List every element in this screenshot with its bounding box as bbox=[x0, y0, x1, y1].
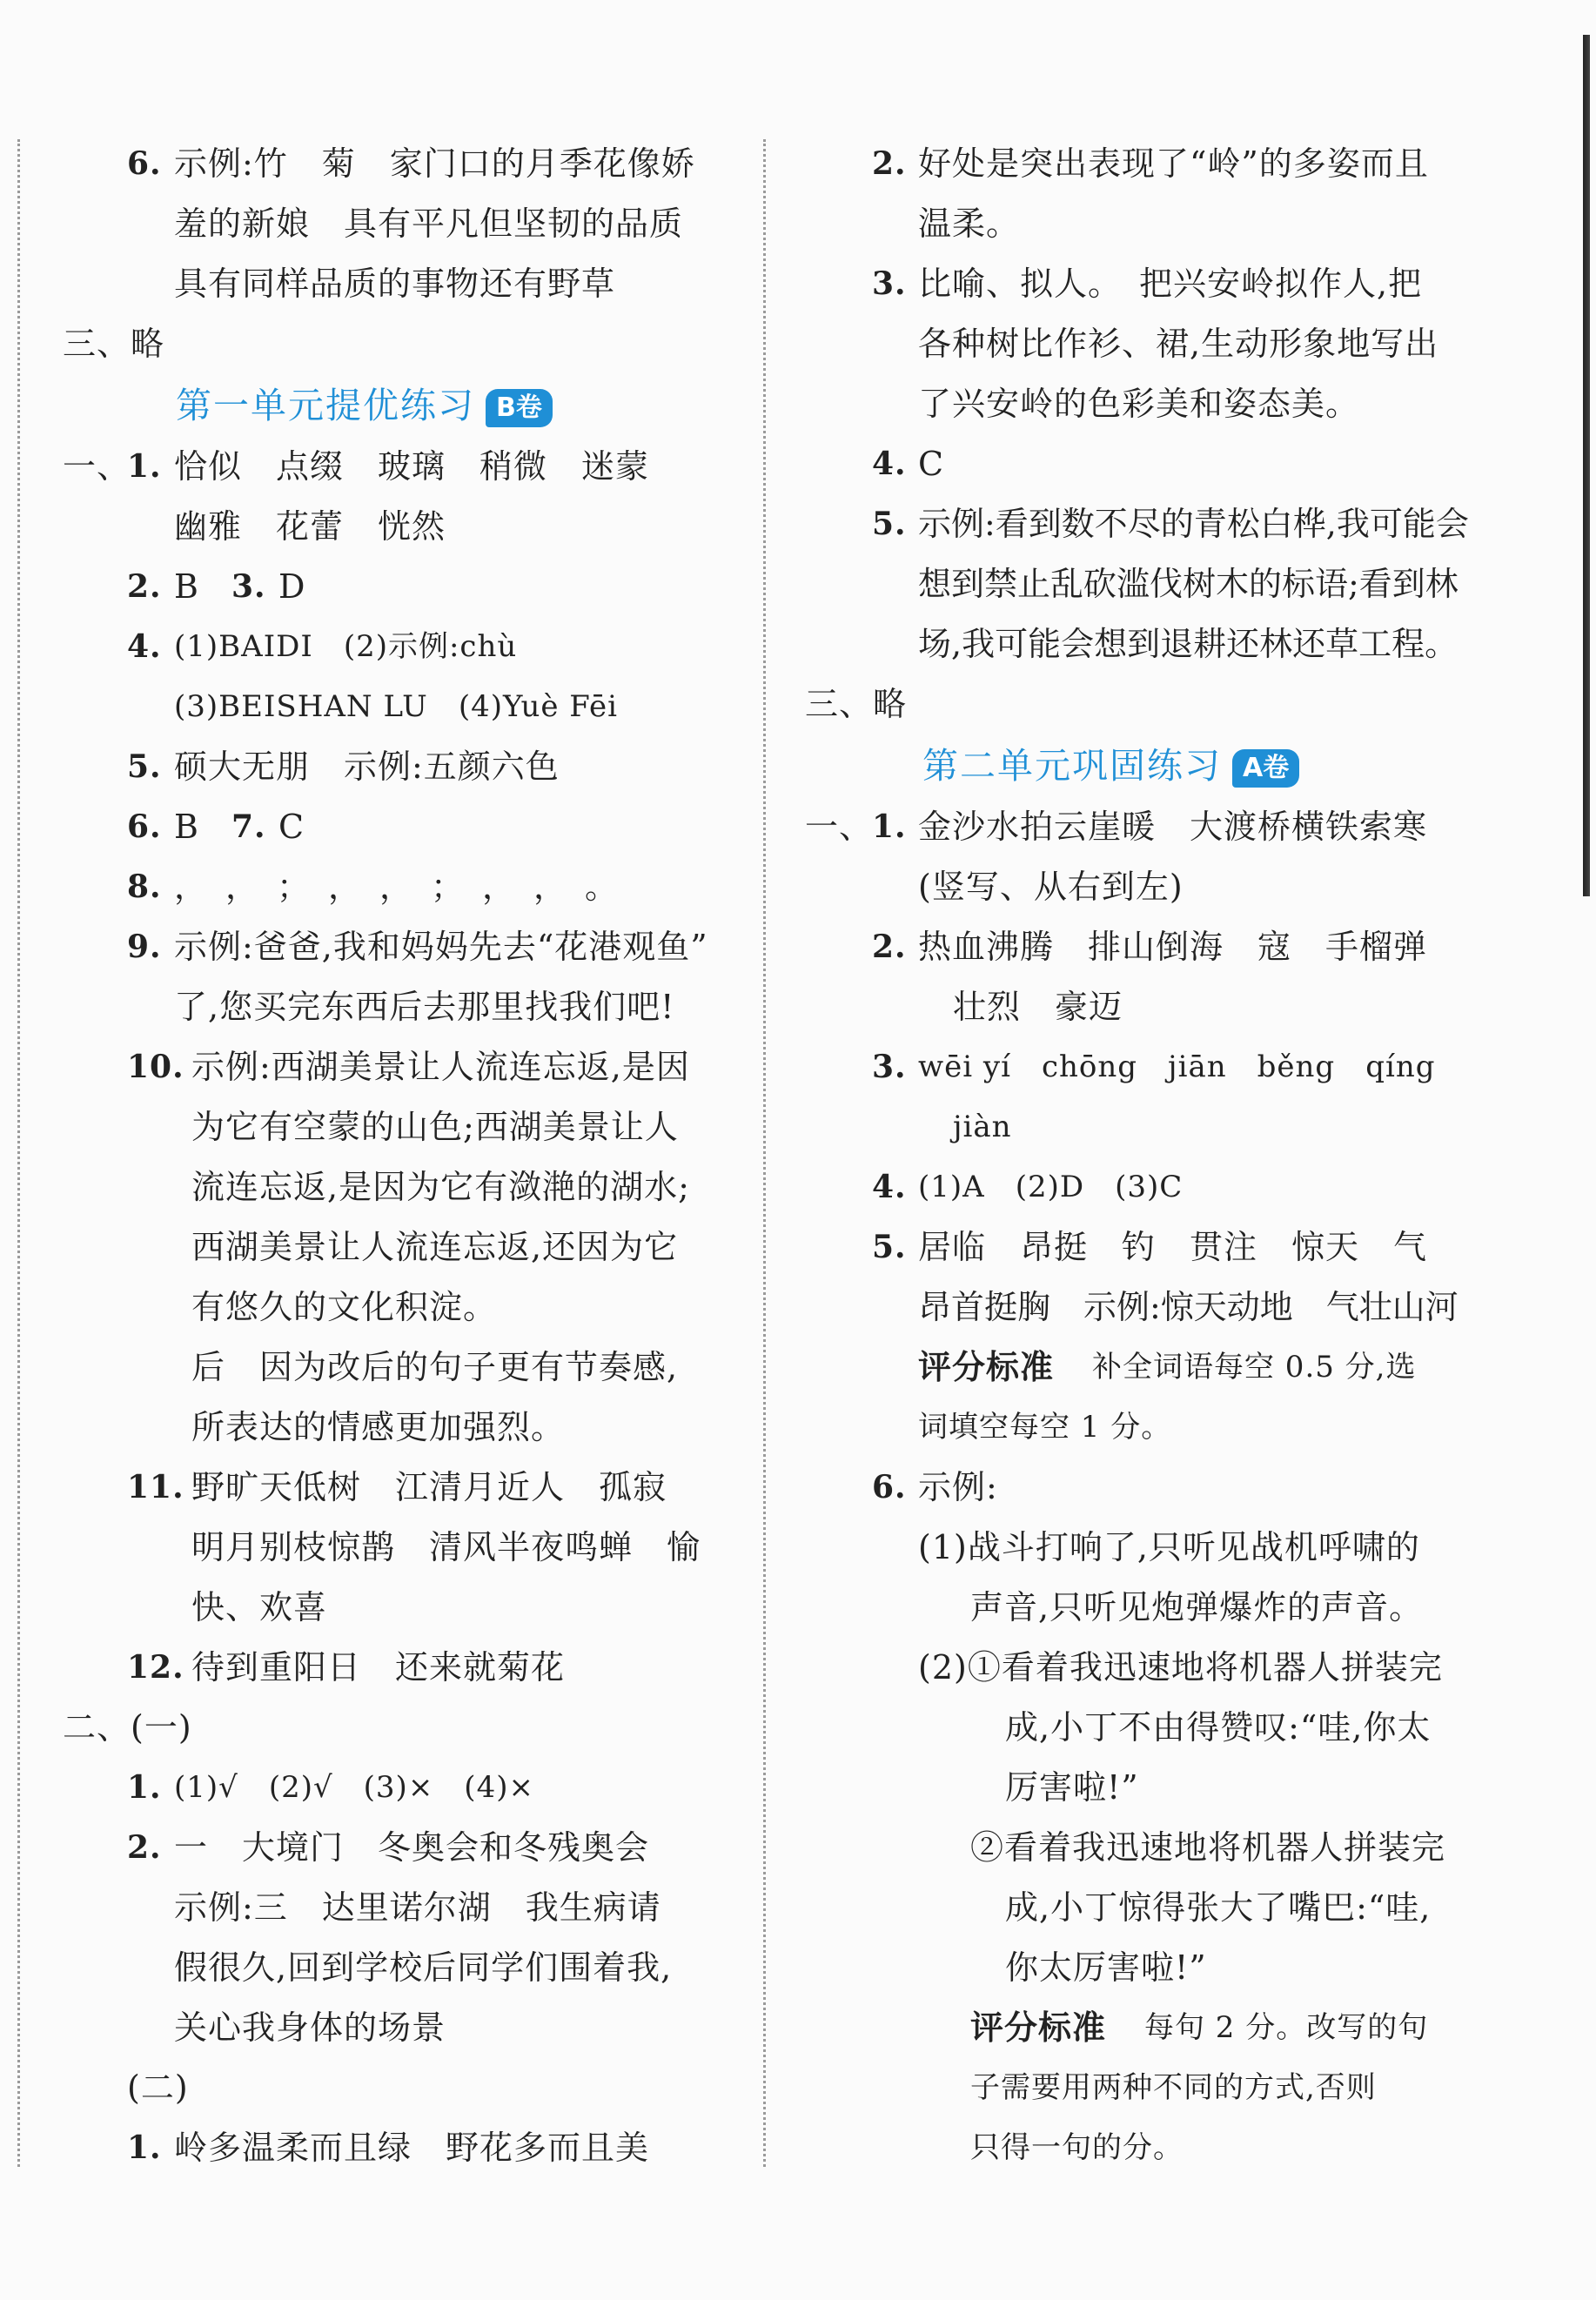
answer-text: 快、欢喜 bbox=[191, 1588, 328, 1626]
answer-text: 厉害啦!” bbox=[1005, 1768, 1139, 1807]
answer-text: (竖写、从右到左) bbox=[918, 868, 1184, 906]
answer-text: 具有同样品质的事物还有野草 bbox=[174, 265, 616, 303]
answer-text: 了,您买完东西后去那里找我们吧! bbox=[174, 988, 675, 1026]
section-prefix: 一、 bbox=[805, 808, 874, 846]
item-number: 2. bbox=[872, 929, 907, 965]
item-number: 4. bbox=[872, 1169, 907, 1205]
answer-text: 场,我可能会想到退耕还林还草工程。 bbox=[918, 625, 1459, 663]
scoring-label: 评分标准 bbox=[970, 2008, 1107, 2047]
section-heading: 二、(一) bbox=[63, 1708, 192, 1747]
item-number: 4. bbox=[127, 628, 162, 665]
answer-text: (1)战斗打响了,只听见战机呼啸的 bbox=[918, 1528, 1420, 1566]
answer-text: 明月别枝惊鹊 清风半夜鸣蝉 愉 bbox=[191, 1528, 701, 1566]
item-number: 1. bbox=[127, 1769, 162, 1806]
answer-text: 成,小丁不由得赞叹:“哇,你太 bbox=[1005, 1708, 1432, 1747]
scoring-text: 只得一句的分。 bbox=[970, 2130, 1184, 2165]
answer-text: 野旷天低树 江清月近人 孤寂 bbox=[191, 1468, 667, 1506]
item-number: 2. bbox=[872, 145, 907, 182]
item-number: 1. bbox=[127, 2129, 162, 2166]
answer-text: 居临 昂挺 钓 贯注 惊天 气 bbox=[918, 1228, 1428, 1266]
answer-text: wēi yí chōng jiān běng qíng bbox=[918, 1049, 1436, 1084]
paper-badge: B卷 bbox=[486, 389, 553, 427]
answer-text: 昂首挺胸 示例:惊天动地 气壮山河 bbox=[918, 1288, 1459, 1326]
answer-text: 示例:爸爸,我和妈妈先去“花港观鱼” bbox=[174, 928, 708, 966]
answer-text: (3)BEISHAN LU (4)Yuè Fēi bbox=[174, 689, 619, 724]
item-number: 3. bbox=[872, 265, 907, 302]
answer-text: 示例: bbox=[918, 1468, 998, 1506]
item-number: 11. bbox=[127, 1469, 184, 1505]
item-number: 2. bbox=[127, 1829, 162, 1866]
answer-text: 示例:三 达里诺尔湖 我生病请 bbox=[174, 1888, 661, 1927]
answer-text: C bbox=[918, 445, 945, 483]
subsection-heading: (二) bbox=[127, 2069, 189, 2107]
section-prefix: 一、 bbox=[63, 447, 131, 486]
item-number: 1. bbox=[127, 448, 162, 485]
item-number: 4. bbox=[872, 446, 907, 482]
item-number: 2. bbox=[127, 568, 162, 605]
answer-text: 假很久,回到学校后同学们围着我, bbox=[174, 1948, 673, 1987]
answer-text: 示例:看到数不尽的青松白桦,我可能会 bbox=[918, 505, 1469, 543]
answer-text: 所表达的情感更加强烈。 bbox=[191, 1408, 566, 1446]
item-number: 6. bbox=[127, 808, 162, 845]
scoring-text: 子需要用两种不同的方式,否则 bbox=[970, 2070, 1377, 2105]
unit-title: 第一单元提优练习 bbox=[176, 385, 475, 426]
answer-text: 西湖美景让人流连忘返,还因为它 bbox=[191, 1228, 679, 1266]
answer-text: 各种树比作衫、裙,生动形象地写出 bbox=[918, 325, 1439, 363]
scoring-text: 词填空每空 1 分。 bbox=[918, 1410, 1172, 1445]
item-number: 9. bbox=[127, 929, 162, 965]
answer-text: B bbox=[174, 567, 199, 606]
answer-text: 你太厉害啦!” bbox=[1005, 1948, 1207, 1987]
answer-text: ， ， ； ， ， ； ， ， 。 bbox=[174, 868, 620, 906]
answer-text: 羞的新娘 具有平凡但坚韧的品质 bbox=[174, 205, 684, 243]
answer-text: 壮烈 豪迈 bbox=[953, 988, 1123, 1026]
answer-text: 成,小丁惊得张大了嘴巴:“哇, bbox=[1005, 1888, 1432, 1927]
answer-text: 为它有空蒙的山色;西湖美景让人 bbox=[191, 1108, 679, 1146]
answer-text: B bbox=[174, 808, 199, 846]
answer-text: 好处是突出表现了“岭”的多姿而且 bbox=[918, 144, 1429, 183]
answer-text: 有悠久的文化积淀。 bbox=[191, 1288, 498, 1326]
answer-text: (1)BAIDI (2)示例:chù bbox=[174, 629, 518, 664]
left-column bbox=[63, 134, 733, 2178]
answer-text: 声音,只听见炮弹爆炸的声音。 bbox=[970, 1588, 1424, 1626]
answer-text: 金沙水拍云崖暖 大渡桥横铁索寒 bbox=[918, 808, 1428, 846]
answer-text: C bbox=[278, 808, 305, 846]
answer-text: 流连忘返,是因为它有潋滟的湖水; bbox=[191, 1168, 690, 1206]
answer-text: 后 因为改后的句子更有节奏感, bbox=[191, 1348, 679, 1386]
section-heading: 三、略 bbox=[63, 325, 165, 363]
page-edge-shadow bbox=[1583, 35, 1590, 896]
answer-text: 示例:西湖美景让人流连忘返,是因 bbox=[191, 1048, 690, 1086]
item-number: 12. bbox=[127, 1649, 184, 1686]
item-number: 3. bbox=[872, 1049, 907, 1085]
answer-text: 岭多温柔而且绿 野花多而且美 bbox=[174, 2129, 650, 2167]
answer-text: 想到禁止乱砍滥伐树木的标语;看到林 bbox=[918, 565, 1459, 603]
unit-title: 第二单元巩固练习 bbox=[922, 745, 1222, 787]
item-number: 5. bbox=[872, 1229, 907, 1265]
answer-text: (1)√ (2)√ (3)× (4)× bbox=[174, 1770, 534, 1805]
answer-text: 示例:竹 菊 家门口的月季花像娇 bbox=[174, 144, 695, 183]
answer-text: 温柔。 bbox=[918, 205, 1021, 243]
item-number: 6. bbox=[127, 145, 162, 182]
answer-item bbox=[63, 134, 733, 194]
item-number: 5. bbox=[127, 748, 162, 785]
answer-text: jiàn bbox=[953, 1110, 1012, 1144]
item-number: 3. bbox=[231, 568, 266, 605]
unit-heading bbox=[805, 734, 1466, 797]
item-number: 5. bbox=[872, 506, 907, 542]
answer-text: (2)①看着我迅速地将机器人拼装完 bbox=[918, 1648, 1443, 1686]
right-column bbox=[805, 134, 1469, 2178]
unit-heading bbox=[63, 374, 733, 437]
answer-text: 硕大无朋 示例:五颜六色 bbox=[174, 748, 560, 786]
scoring-text: 补全词语每空 0.5 分,选 bbox=[1092, 1350, 1417, 1385]
item-number: 10. bbox=[127, 1049, 184, 1085]
answer-text: 幽雅 花蕾 恍然 bbox=[174, 507, 446, 546]
item-number: 1. bbox=[872, 808, 907, 845]
scoring-text: 每句 2 分。改写的句 bbox=[1144, 2010, 1429, 2045]
column-divider bbox=[763, 139, 766, 2167]
left-margin-divider bbox=[17, 139, 20, 2167]
answer-text: 热血沸腾 排山倒海 寇 手榴弹 bbox=[918, 928, 1428, 966]
answer-text: 恰似 点缀 玻璃 稍微 迷蒙 bbox=[174, 447, 650, 486]
answer-text: 待到重阳日 还来就菊花 bbox=[191, 1648, 566, 1686]
answer-text: ②看着我迅速地将机器人拼装完 bbox=[970, 1828, 1446, 1867]
paper-badge: A卷 bbox=[1232, 749, 1299, 788]
answer-text: 比喻、拟人。 把兴安岭拟作人,把 bbox=[918, 265, 1423, 303]
scoring-label: 评分标准 bbox=[918, 1348, 1055, 1386]
item-number: 6. bbox=[872, 1469, 907, 1505]
answer-text: 一 大境门 冬奥会和冬残奥会 bbox=[174, 1828, 650, 1867]
answer-text: 关心我身体的场景 bbox=[174, 2008, 446, 2047]
item-number: 7. bbox=[231, 808, 266, 845]
section-heading: 三、略 bbox=[805, 685, 908, 723]
item-number: 8. bbox=[127, 868, 162, 905]
answer-text: (1)A (2)D (3)C bbox=[918, 1170, 1184, 1204]
answer-text: D bbox=[278, 567, 306, 606]
answer-text: 了兴安岭的色彩美和姿态美。 bbox=[918, 385, 1360, 423]
